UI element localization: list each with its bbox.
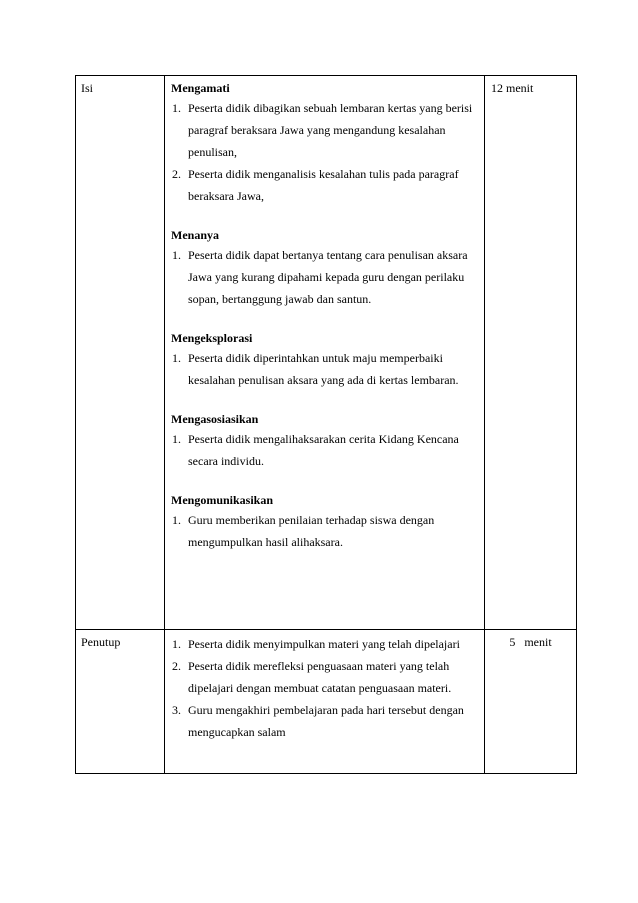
item-text: Peserta didik merefleksi penguasaan materi yang telah dipelajari dengan membuat catatan penguasaan materi. [188,659,452,695]
item-number: 3. [172,703,181,717]
item-number: 1. [172,432,181,446]
list-item [171,655,480,699]
section-mengomunikasikan [171,491,480,553]
activities-cell-isi [165,76,485,630]
item-text: Guru mengakhiri pembelajaran pada hari tersebut dengan mengucapkan salam [188,703,464,739]
item-number: 1. [172,248,181,262]
section-title: Mengomunikasikan [171,493,274,507]
item-text: Peserta didik menyimpulkan materi yang telah dipelajari [188,637,460,651]
item-text: Peserta didik diperintahkan untuk maju memperbaiki kesalahan penulisan aksara yang ada di kertas lembaran. [188,351,459,387]
section-mengamati [171,79,480,207]
section-menanya [171,226,480,310]
list-item [171,163,480,207]
list-item [171,509,480,553]
list-item [171,633,480,655]
list-item [171,244,480,310]
section-title: Mengamati [171,81,230,95]
activities-cell-penutup [165,630,485,774]
list-item [171,347,480,391]
phase-cell: Isi [76,76,165,630]
section-title: Menanya [171,228,219,242]
table-row-penutup [76,630,577,774]
section-title: Mengasosiasikan [171,412,259,426]
section-mengeksplorasi [171,329,480,391]
item-text: Peserta didik menganalisis kesalahan tulis pada paragraf beraksara Jawa, [188,167,459,203]
item-number: 1. [172,351,181,365]
item-number: 1. [172,513,181,527]
item-number: 1. [172,101,181,115]
item-text: Guru memberikan penilaian terhadap siswa dengan mengumpulkan hasil alihaksara. [188,513,435,549]
item-text: Peserta didik dapat bertanya tentang cara penulisan aksara Jawa yang kurang dipahami kepada guru dengan perilaku sopan, bertanggung jawab dan santun. [188,248,468,306]
time-cell: 12 menit [485,76,577,630]
section-mengasosiasikan [171,410,480,472]
phase-cell: Penutup [76,630,165,774]
lesson-plan-table [75,75,577,774]
item-number: 2. [172,659,181,673]
item-text: Peserta didik mengalihaksarakan cerita Kidang Kencana secara individu. [188,432,459,468]
list-item [171,428,480,472]
section-title: Mengeksplorasi [171,331,253,345]
table-row-isi [76,76,577,630]
item-text: Peserta didik dibagikan sebuah lembaran kertas yang berisi paragraf beraksara Jawa yang mengandung kesalahan penulisan, [188,101,473,159]
item-number: 2. [172,167,181,181]
time-cell: 5 menit [485,630,577,774]
list-item [171,97,480,163]
list-item [171,699,480,743]
item-number: 1. [172,637,181,651]
